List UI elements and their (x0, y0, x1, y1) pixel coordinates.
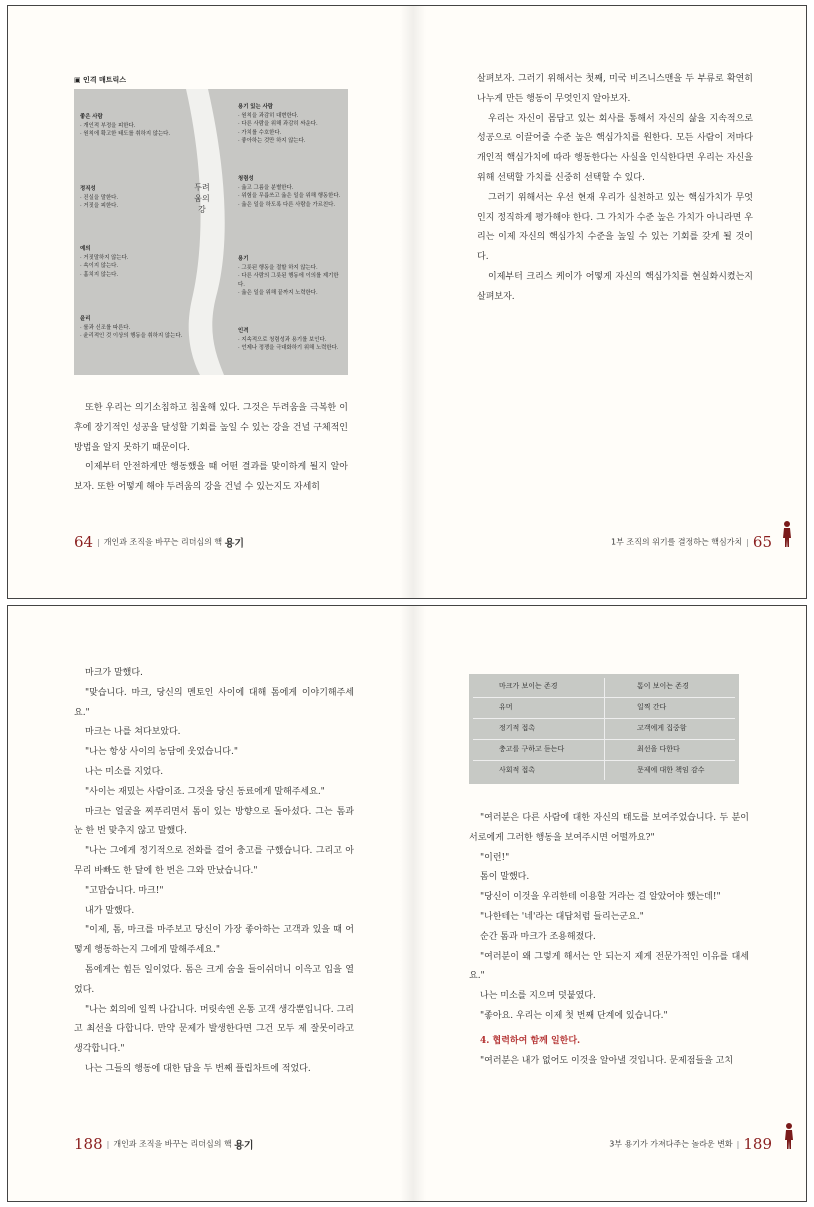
running-man-icon (782, 1122, 796, 1150)
table-row (469, 760, 739, 781)
paragraph: 이제부터 안전하게만 행동했을 때 어떤 결과를 맞이하게 될지 알아보자. 또한 어떻게 해야 두려움의 강을 건널 수 있는지도 자세히 (74, 462, 348, 493)
page-189-footer: 3부 용기가 가져다주는 놀라운 변화 | 189 (609, 1135, 772, 1153)
page-number: 189 (743, 1135, 772, 1153)
paragraph: 마크는 나를 쳐다보았다. (85, 727, 181, 738)
table-header: 톰이 보이는 존경 (637, 682, 689, 690)
page-number: 65 (752, 533, 772, 551)
page-number: 188 (74, 1135, 103, 1153)
part-label: 1부 (611, 537, 624, 547)
table-cell: 일찍 간다 (637, 703, 667, 711)
paragraph: 마크가 말했다. (85, 668, 143, 678)
table-cell: 유머 (499, 703, 513, 711)
paragraph: "맞습니다. 마크, 당신의 멘토인 사이에 대해 톰에게 이야기해주세요." (74, 687, 354, 718)
character-matrix-figure (74, 89, 348, 375)
river-of-fear-label: 두려움의 강 (194, 183, 210, 214)
book-spread-64-65 (7, 5, 807, 599)
paragraph: 나는 그들의 행동에 대한 답을 두 번째 플립차트에 적었다. (85, 1063, 311, 1074)
paragraph: 살펴보자. 그러기 위해서는 첫째, 미국 비즈니스맨을 두 부류로 확연히 나누게 만든 행동이 무엇인지 알아보자. (477, 74, 753, 104)
page-64-footer: 64 | 개인과 조직을 바꾸는 리더십의 핵 용기 (74, 533, 245, 551)
section-heading: 4. 협력하여 함께 일한다. (480, 1036, 581, 1046)
page-65-body (477, 70, 753, 308)
paragraph: "이런!" (480, 852, 510, 863)
paragraph: "나는 회의에 일찍 나갑니다. 머릿속엔 온통 고객 생각뿐입니다. 그리고 최선을 다합니다. 만약 문제가 발생한다면 그건 모두 제 잘못이라고 생각합니다." (74, 1004, 354, 1055)
matrix-group-character: 인격 · 지속적으로 청렴성과 용기를 보인다. · 언제나 정쟁을 극대화하기 위해 노력한다. (238, 328, 339, 352)
table-cell: 최선을 다한다 (637, 745, 680, 753)
running-title-bold: 용기 (234, 1140, 254, 1152)
matrix-group-good-person: 좋은 사람 · 개인적 부정을 피한다. · 원칙에 확고한 태도를 취하지 않는다. (80, 114, 171, 138)
page-189 (408, 606, 807, 1201)
paragraph: "여러분은 내가 없어도 이것을 알아낼 것입니다. 문제점들을 고치 (480, 1055, 734, 1066)
paragraph: "좋아요. 우리는 이제 첫 번째 단계에 있습니다." (480, 1010, 668, 1021)
page-64-body (74, 399, 348, 498)
table-cell: 고객에게 집중함 (637, 724, 687, 732)
paragraph: "나는 항상 사이의 농담에 웃었습니다." (85, 747, 238, 758)
paragraph: "고맙습니다. 마크!" (85, 885, 164, 896)
paragraph: 나는 미소를 지었다. (85, 766, 164, 777)
paragraph: "나한테는 '네'라는 대답처럼 들리는군요." (480, 911, 644, 922)
running-title: 조직의 위기를 결정하는 핵심가치 (626, 537, 743, 547)
matrix-group-ethics: 윤리 · 룰과 신조를 따른다. · 윤리적인 것 이상의 행동을 취하지 않는다. (80, 316, 183, 340)
running-title-bold: 용기 (224, 538, 245, 550)
page-number: 64 (74, 533, 94, 551)
table-cell: 정기적 접촉 (499, 724, 536, 732)
paragraph: 나는 미소를 지으며 덧붙였다. (480, 991, 596, 1002)
table-cell: 사회적 접촉 (499, 766, 536, 774)
matrix-group-courtesy: 예의 · 거짓말하지 않는다. · 속이지 않는다. · 훔치지 않는다. (80, 246, 129, 278)
matrix-caption: ▣ 인격 매트릭스 (74, 76, 127, 84)
paragraph: 내가 말했다. (85, 905, 135, 916)
paragraph: "당신이 이것을 우리한테 이용할 거라는 걸 알았어야 했는데!" (480, 892, 721, 903)
page-188-footer: 188 | 개인과 조직을 바꾸는 리더십의 핵 용기 (74, 1135, 254, 1153)
paragraph: "이제, 톰, 마크를 마주보고 당신이 가장 좋아하는 고객과 있을 때 어떻게 행동하는지 그에게 말해주세요." (74, 925, 354, 956)
paragraph: 우리는 자신이 몸담고 있는 회사를 통해서 자신의 삶을 지속적으로 성공으로 이끌어줄 수준 높은 핵심가치를 원한다. 모든 사람이 저마다 개인적 핵심가치에 따라 행동한다는 사실을 인식한다면 우리는 자신을 위해 선택할 가치를 신중히 선택할 수 있다. (477, 113, 753, 183)
page-188-body (74, 664, 354, 1080)
paragraph: 이제부터 크리스 케이가 어떻게 자신의 핵심가치를 현실화시켰는지 살펴보자. (477, 271, 753, 302)
paragraph: "사이는 재밌는 사람이죠. 그것을 당신 동료에게 말해주세요." (85, 786, 325, 797)
page-189-body (469, 809, 749, 1027)
respect-comparison-table (469, 674, 739, 784)
table-row (469, 739, 739, 760)
paragraph: "여러분은 다른 사람에 대한 자신의 태도를 보여주었습니다. 두 분이 서로에게 그러한 행동을 보여주시면 어떨까요?" (469, 813, 749, 843)
paragraph: 또한 우리는 의기소침하고 침울해 있다. 그것은 두려움을 극복한 이후에 장기적인 성공을 달성할 기회를 높일 수 있는 강을 건널 구체적인 방법을 알지 못하기 때문이다. (74, 403, 348, 453)
page-65-footer: 1부 조직의 위기를 결정하는 핵심가치 | 65 (611, 533, 772, 551)
matrix-group-honesty: 정직성 · 진실을 말한다. · 거짓을 피한다. (80, 186, 119, 210)
matrix-group-courage: 용기 · 그릇된 행동을 절할 하지 않는다. · 다른 사람의 그릇된 행동에 이의를 제기한다. · 옳은 일을 위해 끝까지 노력한다. (238, 256, 339, 297)
running-title: 개인과 조직을 바꾸는 리더십의 핵 (113, 1139, 232, 1149)
page-65 (408, 6, 807, 598)
table-header: 마크가 보이는 존경 (499, 682, 558, 690)
running-man-icon (780, 520, 794, 548)
running-title: 개인과 조직을 바꾸는 리더십의 핵 (103, 537, 223, 547)
page-189-section (469, 1032, 749, 1072)
paragraph: "여러분이 왜 그렇게 해서는 안 되는지 제게 전문가적인 이유를 대세요." (469, 951, 749, 982)
matrix-group-courageous-person: 용기 있는 사람 · 원칙을 과감히 대변한다. · 다른 사람을 위해 과감히 싸운다. · 가치를 수호한다. · 좋아하는 것만 하지 않는다. (238, 104, 318, 145)
book-spread-188-189 (7, 605, 807, 1202)
paragraph: 순간 톰과 마크가 조용해졌다. (480, 931, 596, 942)
page-188 (8, 606, 408, 1201)
table-row (469, 718, 739, 739)
paragraph: 마크는 얼굴을 찌푸리면서 톰이 있는 방향으로 돌아섰다. 그는 톰과 눈 한 번 맞추지 않고 말했다. (74, 806, 354, 837)
table-cell: 충고를 구하고 듣는다 (499, 745, 565, 753)
table-row (469, 697, 739, 718)
matrix-group-integrity: 청렴성 · 옳고 그름을 분별한다. · 위험을 무릅쓰고 옳은 일을 위해 행동한다. · 옳은 일을 하도록 다른 사람을 가르친다. (238, 176, 341, 208)
paragraph: 톰에게는 힘든 일이었다. 톰은 크게 숨을 들이쉬더니 이윽고 입을 열었다. (74, 964, 354, 995)
table-header-row (469, 676, 739, 697)
paragraph: 톰이 말했다. (480, 872, 530, 883)
paragraph: 그러기 위해서는 우선 현재 우리가 실천하고 있는 핵심가치가 무엇인지 정직하게 평가해야 한다. 그 가치가 수준 높은 가치가 아니라면 우리는 이제 자신의 핵심가치 수준을 높일 수 있는 기회를 갖게 될 것이다. (477, 192, 753, 263)
part-label: 3부 (609, 1139, 623, 1149)
running-title: 용기가 가져다주는 놀라운 변화 (624, 1139, 733, 1149)
table-cell: 문제에 대한 책임 감수 (637, 766, 705, 774)
paragraph: "나는 그에게 정기적으로 전화를 걸어 충고를 구했습니다. 그리고 아무리 바빠도 한 달에 한 번은 그와 만났습니다." (74, 846, 354, 876)
page-64 (8, 6, 408, 598)
